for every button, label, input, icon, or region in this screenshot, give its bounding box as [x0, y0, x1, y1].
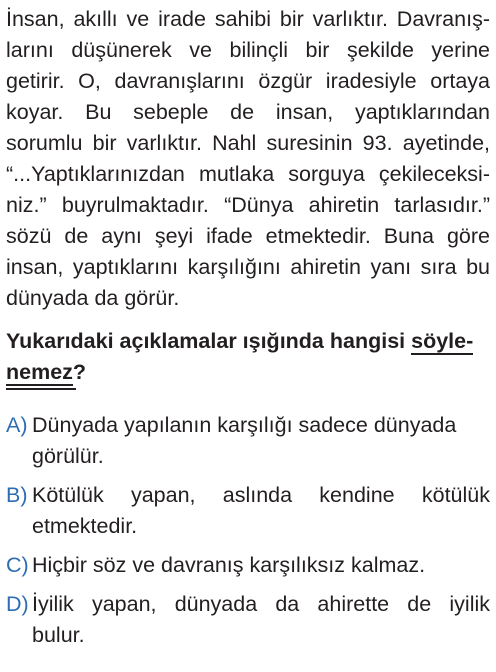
- passage-line: koyar. Bu sebeple de insan, yaptıklarından: [6, 100, 490, 124]
- question-page: [6, 4, 490, 659]
- passage-line: getirir. O, davranışlarını özgür iradesiyle ortaya: [6, 69, 490, 93]
- question-negation-underlined-cont: nemez: [6, 360, 73, 384]
- passage-line: sözü de aynı şeyi ifade etmektedir. Buna göre: [6, 224, 490, 248]
- passage-line: dünyada da görür.: [6, 286, 180, 310]
- option-c[interactable]: [6, 550, 490, 581]
- option-d[interactable]: [6, 589, 490, 651]
- answer-options: [6, 410, 490, 651]
- option-text-cont: etmektedir.: [32, 514, 138, 538]
- passage-line: niz.” buyrulmaktadır. “Dünya ahiretin tarlasıdır.”: [6, 193, 490, 217]
- passage-line: insan, yaptıklarını karşılığını ahiretin yanı sıra bu: [6, 255, 490, 279]
- question-negation-underlined: söyle-: [411, 329, 474, 353]
- passage-line: larını düşünerek ve bilinçli bir şekilde yerine: [6, 38, 490, 62]
- question-line-1: [6, 326, 490, 357]
- passage-line: “...Yaptıklarınızdan mutlaka sorguya çekileceksi-: [6, 162, 490, 186]
- question-line-2: [6, 357, 490, 388]
- option-letter: D): [6, 592, 29, 616]
- passage-line: İnsan, akıllı ve irade sahibi bir varlıktır. Davranış-: [6, 7, 490, 31]
- option-text: Kötülük yapan, aslında kendine kötülük: [32, 483, 490, 507]
- option-letter: A): [6, 413, 28, 437]
- option-text: İyilik yapan, dünyada da ahirette de iyilik: [32, 592, 490, 616]
- option-a[interactable]: [6, 410, 490, 472]
- passage-text: [6, 4, 490, 314]
- option-text: Hiçbir söz ve davranış karşılıksız kalmaz.: [32, 553, 426, 577]
- option-text-cont: görülür.: [32, 444, 104, 468]
- option-letter: B): [6, 483, 28, 507]
- option-text: Dünyada yapılanın karşılığı sadece dünyada: [32, 413, 457, 437]
- question-mark: ?: [72, 360, 87, 384]
- question-stem: [6, 326, 490, 388]
- question-prefix: Yukarıdaki açıklamalar ışığında hangisi: [6, 329, 412, 353]
- option-text-cont: bulur.: [32, 623, 85, 647]
- passage-line: sorumlu bir varlıktır. Nahl suresinin 93. ayetinde,: [6, 131, 490, 155]
- question-divider: [6, 388, 76, 390]
- option-letter: C): [6, 553, 29, 577]
- option-b[interactable]: [6, 480, 490, 542]
